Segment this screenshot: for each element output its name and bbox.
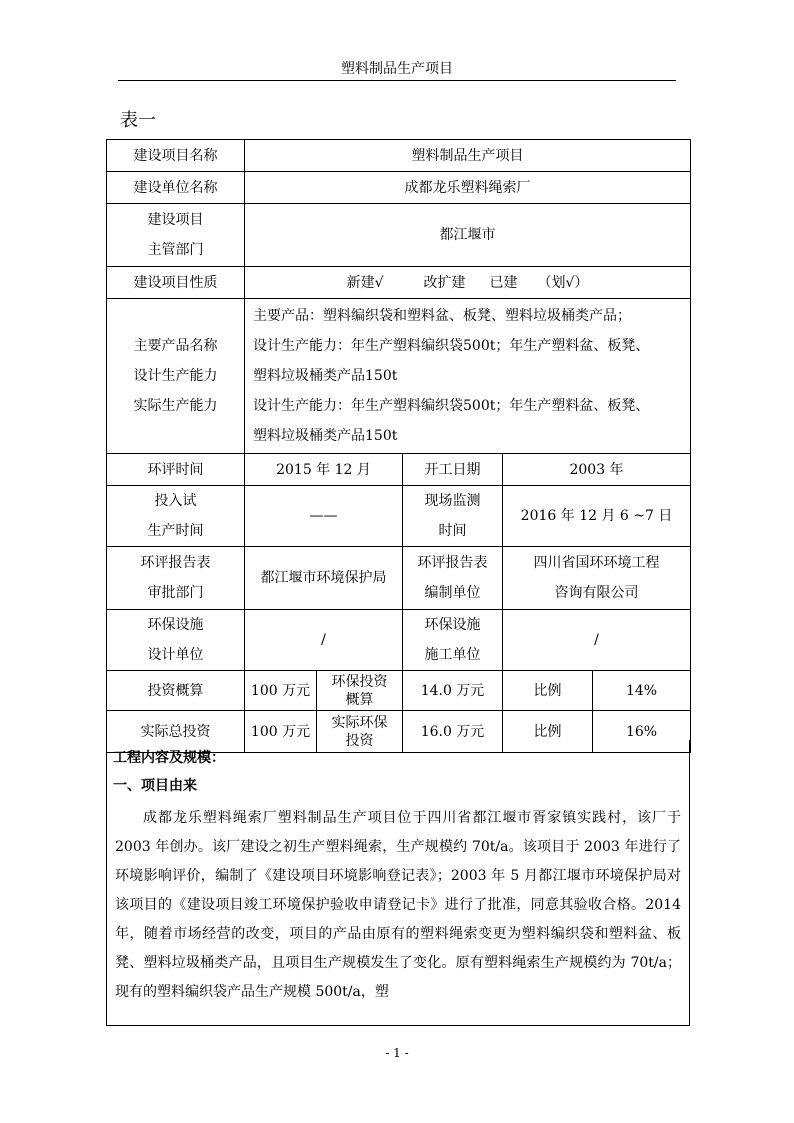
page-number: - 1 - (385, 1046, 409, 1060)
ratio-label-1: 比例 (503, 671, 593, 711)
actual-invest-value: 100 万元 (245, 711, 317, 753)
origin-paragraph: 成都龙乐塑料绳索厂塑料制品生产项目位于四川省都江堰市胥家镇实践村，该厂于 2003 年创办。该厂建设之初生产塑料绳索，生产规模约 70t/a。该项目于 2003 年进行了环境影响评价，编制了《建设项目环境影响登记表》；2003 年 5 月都江堰市环境保护局对该项目的《建设项目竣工环境保护验收申请登记卡》进行了批准，同意其验收合格。2014 年，随着市场经营的改变，项目的产品由原有的塑料绳索变更为塑料编织袋和塑料盆、板凳、塑料垃圾桶类产品，且项目生产规模发生了变化。原有塑料绳索生产规模约为 70t/a；现有的塑料编织袋产品生产规模 500t/a，塑 (115, 810, 681, 1000)
table-row (107, 454, 691, 486)
product-label-line1: 主要产品名称 (133, 338, 218, 354)
nature-built: 已建 (489, 274, 518, 291)
trial-label (107, 486, 245, 547)
design-label-line2: 设计单位 (147, 647, 204, 663)
project-name-label: 建设项目名称 (107, 140, 245, 172)
approve-label-line2: 审批部门 (147, 585, 204, 601)
actual-invest-label: 实际总投资 (107, 711, 245, 753)
design-label-line1: 环保设施 (147, 617, 204, 633)
table-row (107, 547, 691, 610)
nature-value (245, 267, 691, 299)
product-label (107, 299, 245, 454)
product-label-line2: 设计生产能力 (133, 368, 218, 384)
env-invest-label-line1: 环保投资 (331, 673, 388, 690)
product-value-line5: 塑料垃圾桶类产品150t (253, 428, 398, 444)
trial-value: —— (245, 486, 403, 547)
start-date-value: 2003 年 (503, 454, 691, 486)
product-value (245, 299, 691, 454)
table-row (107, 299, 691, 454)
nature-label: 建设项目性质 (107, 267, 245, 299)
approve-label-line1: 环评报告表 (140, 555, 211, 571)
table-row (107, 204, 691, 267)
table-row (107, 140, 691, 172)
project-name-value: 塑料制品生产项目 (245, 140, 691, 172)
monitor-label-line1: 现场监测 (424, 493, 481, 509)
compile-label-line1: 环评报告表 (417, 555, 488, 571)
compile-value-line2: 咨询有限公司 (554, 585, 639, 601)
dept-label-line1: 建设项目 (147, 212, 204, 228)
table-row (107, 172, 691, 204)
design-label (107, 610, 245, 671)
ratio-value-2: 16% (593, 711, 691, 753)
page-header-title: 塑料制品生产项目 (341, 61, 453, 77)
eia-time-label: 环评时间 (107, 454, 245, 486)
table-row (107, 267, 691, 299)
dept-label (107, 204, 245, 267)
construct-label-line2: 施工单位 (424, 647, 481, 663)
invest-label: 投资概算 (107, 671, 245, 711)
product-value-line3: 塑料垃圾桶类产品150t (253, 368, 398, 384)
project-info-table (106, 139, 691, 753)
table-label: 表一 (120, 110, 156, 131)
product-label-line3: 实际生产能力 (133, 398, 218, 414)
unit-name-value: 成都龙乐塑料绳索厂 (245, 172, 691, 204)
compile-value (503, 547, 691, 610)
construct-value: / (503, 610, 691, 671)
actual-env-label-line2: 投资 (345, 732, 374, 749)
compile-label (403, 547, 503, 610)
nature-new: 新建√ (346, 274, 384, 291)
section-heading-origin: 一、项目由来 (113, 778, 197, 794)
invest-value: 100 万元 (245, 671, 317, 711)
product-value-line4: 设计生产能力：年生产塑料编织袋500t；年生产塑料盆、板凳、 (253, 398, 650, 414)
trial-label-line1: 投入试 (154, 493, 197, 509)
approve-label (107, 547, 245, 610)
actual-env-label-line1: 实际环保 (331, 714, 388, 731)
construct-label (403, 610, 503, 671)
approve-value: 都江堰市环境保护局 (245, 547, 403, 610)
env-invest-value: 14.0 万元 (403, 671, 503, 711)
dept-label-line2: 主管部门 (147, 242, 204, 258)
ratio-label-2: 比例 (503, 711, 593, 753)
monitor-label (403, 486, 503, 547)
product-value-line1: 主要产品：塑料编织袋和塑料盆、板凳、塑料垃圾桶类产品； (253, 308, 631, 324)
design-value: / (245, 610, 403, 671)
ratio-value-1: 14% (593, 671, 691, 711)
table-row (107, 486, 691, 547)
section-title: 工程内容及规模： (113, 750, 225, 766)
eia-time-value: 2015 年 12 月 (245, 454, 403, 486)
construct-label-line1: 环保设施 (424, 617, 481, 633)
nature-plan: （划√） (537, 274, 589, 291)
compile-label-line2: 编制单位 (424, 585, 481, 601)
compile-value-line1: 四川省国环环境工程 (533, 555, 660, 571)
product-value-line2: 设计生产能力：年生产塑料编织袋500t；年生产塑料盆、板凳、 (253, 338, 650, 354)
dept-value: 都江堰市 (245, 204, 691, 267)
unit-name-label: 建设单位名称 (107, 172, 245, 204)
header-divider (118, 80, 676, 81)
start-date-label: 开工日期 (403, 454, 503, 486)
monitor-value: 2016 年 12 月 6 ~7 日 (503, 486, 691, 547)
env-invest-label-line2: 概算 (345, 691, 374, 708)
monitor-label-line2: 时间 (438, 523, 467, 539)
nature-expand: 改扩建 (423, 274, 466, 291)
actual-env-value: 16.0 万元 (403, 711, 503, 753)
env-invest-label (317, 671, 403, 711)
table-row (107, 610, 691, 671)
table-row (107, 671, 691, 711)
project-content-box (106, 740, 690, 1026)
trial-label-line2: 生产时间 (147, 523, 204, 539)
